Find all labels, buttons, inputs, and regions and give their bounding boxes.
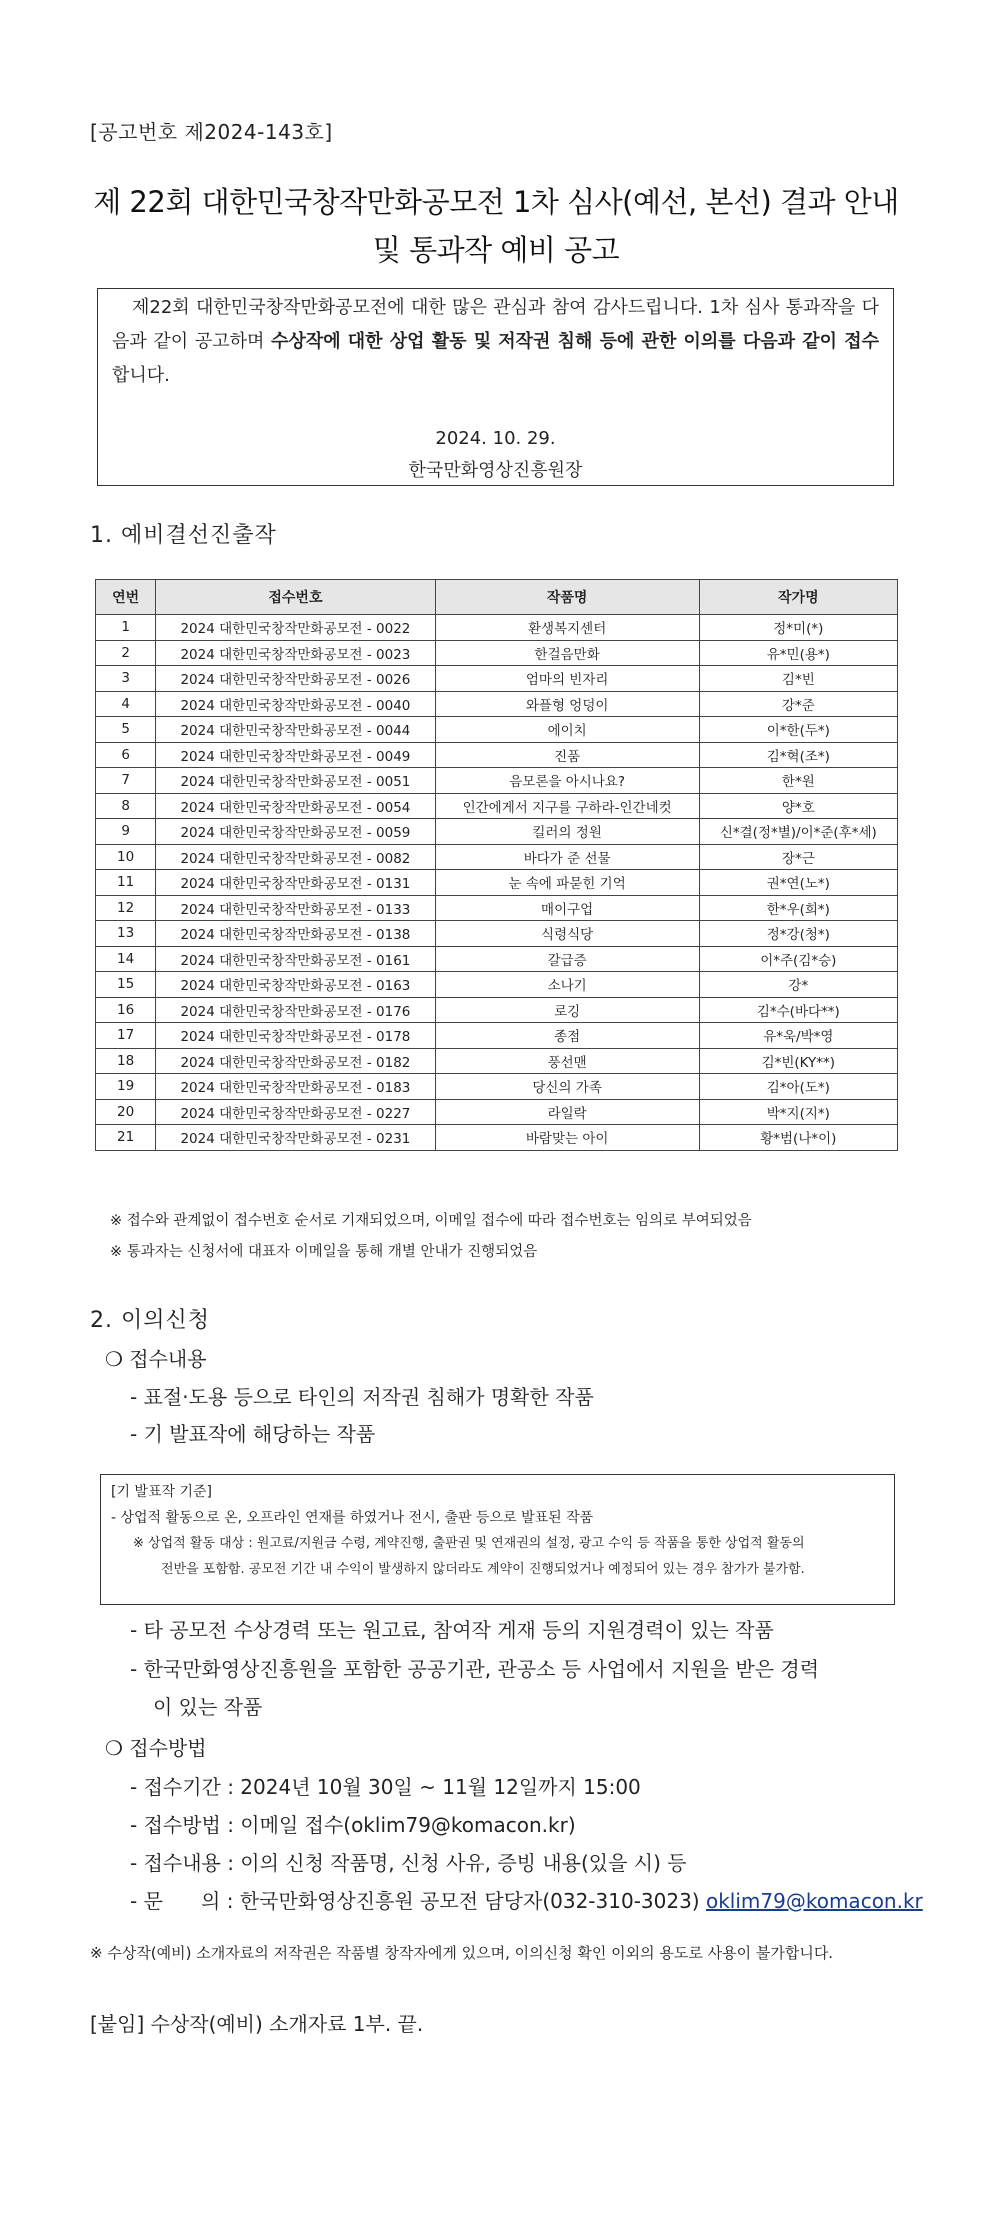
- criteria-line2: ※ 상업적 활동 대상 : 원고료/지원금 수령, 계약진행, 출판권 및 연재권의 설정, 광고 수익 등 작품을 통한 상업적 활동의: [133, 1536, 805, 1551]
- cell-author: 유*욱/박*영: [699, 1023, 897, 1049]
- table-row: [96, 997, 898, 1023]
- intro-text-part1: 제22회 대한민국창작만화공모전에 대한 많은 관심과 참여 감사드립니다. 1차 심사 통과작을 다음과 같이 공고하며: [112, 297, 879, 352]
- cell-receipt: 2024 대한민국창작만화공모전 - 0176: [156, 997, 435, 1023]
- cell-work-title: 바다가 준 선물: [435, 844, 699, 870]
- cell-receipt: 2024 대한민국창작만화공모전 - 0163: [156, 972, 435, 998]
- cell-work-title: 한걸음만화: [435, 640, 699, 666]
- table-note-1: ※ 접수와 관계없이 접수번호 순서로 기재되었으며, 이메일 접수에 따라 접수번호는 임의로 부여되었음: [110, 1213, 752, 1229]
- table-row: [96, 742, 898, 768]
- header-receipt: 접수번호: [156, 580, 435, 615]
- table-row: [96, 972, 898, 998]
- cell-receipt: 2024 대한민국창작만화공모전 - 0138: [156, 921, 435, 947]
- cell-receipt: 2024 대한민국창작만화공모전 - 0161: [156, 946, 435, 972]
- attachment-line: [붙임] 수상작(예비) 소개자료 1부. 끝.: [90, 2012, 424, 2036]
- cell-receipt: 2024 대한민국창작만화공모전 - 0044: [156, 717, 435, 743]
- cell-work-title: 음모론을 아시나요?: [435, 768, 699, 794]
- cell-work-title: 에이치: [435, 717, 699, 743]
- cell-receipt: 2024 대한민국창작만화공모전 - 0183: [156, 1074, 435, 1100]
- method-heading: ❍ 접수방법: [105, 1736, 207, 1760]
- cell-author: 김*아(도*): [699, 1074, 897, 1100]
- cell-number: 10: [96, 844, 156, 870]
- header-work-title: 작품명: [435, 580, 699, 615]
- criteria-line3: 전반을 포함함. 공모전 기간 내 수익이 발생하지 않더라도 계약이 진행되었거나 예정되어 있는 경우 참가가 불가함.: [161, 1562, 805, 1577]
- cell-number: 3: [96, 666, 156, 692]
- cell-author: 신*결(정*별)/이*준(후*세): [699, 819, 897, 845]
- cell-number: 4: [96, 691, 156, 717]
- method-item-inquiry: [130, 1885, 923, 1914]
- cell-number: 15: [96, 972, 156, 998]
- cell-receipt: 2024 대한민국창작만화공모전 - 0040: [156, 691, 435, 717]
- cell-work-title: 갈급증: [435, 946, 699, 972]
- table-row: [96, 1125, 898, 1151]
- cell-number: 11: [96, 870, 156, 896]
- table-header-row: [96, 580, 898, 615]
- intro-text: [112, 291, 879, 393]
- table-row: [96, 844, 898, 870]
- cell-receipt: 2024 대한민국창작만화공모전 - 0049: [156, 742, 435, 768]
- cell-work-title: 풍선맨: [435, 1048, 699, 1074]
- cell-work-title: 종점: [435, 1023, 699, 1049]
- cell-work-title: 환생복지센터: [435, 615, 699, 641]
- table-note-2: ※ 통과자는 신청서에 대표자 이메일을 통해 개별 안내가 진행되었음: [110, 1244, 538, 1260]
- cell-author: 정*미(*): [699, 615, 897, 641]
- table-row: [96, 1074, 898, 1100]
- cell-author: 강*: [699, 972, 897, 998]
- table-row: [96, 1048, 898, 1074]
- finalists-table: [95, 579, 898, 1151]
- table-row: [96, 640, 898, 666]
- page-title-line1: 제 22회 대한민국창작만화공모전 1차 심사(예선, 본선) 결과 안내: [93, 185, 899, 219]
- table-row: [96, 793, 898, 819]
- cell-number: 21: [96, 1125, 156, 1151]
- cell-receipt: 2024 대한민국창작만화공모전 - 0054: [156, 793, 435, 819]
- section2-title: 2. 이의신청: [90, 1308, 210, 1333]
- cell-number: 17: [96, 1023, 156, 1049]
- table-row: [96, 717, 898, 743]
- cell-receipt: 2024 대한민국창작만화공모전 - 0227: [156, 1099, 435, 1125]
- cell-author: 황*범(나*이): [699, 1125, 897, 1151]
- cell-work-title: 와플형 엉덩이: [435, 691, 699, 717]
- cell-receipt: 2024 대한민국창작만화공모전 - 0059: [156, 819, 435, 845]
- cell-number: 20: [96, 1099, 156, 1125]
- cell-receipt: 2024 대한민국창작만화공모전 - 0022: [156, 615, 435, 641]
- content-item-4-cont: 이 있는 작품: [153, 1695, 263, 1719]
- cell-number: 12: [96, 895, 156, 921]
- content-heading: ❍ 접수내용: [105, 1347, 207, 1371]
- cell-number: 16: [96, 997, 156, 1023]
- cell-author: 이*한(두*): [699, 717, 897, 743]
- cell-receipt: 2024 대한민국창작만화공모전 - 0051: [156, 768, 435, 794]
- intro-text-part2: 합니다.: [112, 365, 170, 386]
- cell-author: 양*호: [699, 793, 897, 819]
- cell-author: 권*연(노*): [699, 870, 897, 896]
- cell-work-title: 매이구업: [435, 895, 699, 921]
- method-item-period: - 접수기간 : 2024년 10월 30일 ~ 11월 12일까지 15:00: [130, 1775, 641, 1799]
- cell-number: 9: [96, 819, 156, 845]
- cell-author: 김*수(바다**): [699, 997, 897, 1023]
- notice-number: [공고번호 제2024-143호]: [90, 120, 333, 144]
- cell-work-title: 인간에게서 지구를 구하라-인간네컷: [435, 793, 699, 819]
- content-item-4: - 한국만화영상진흥원을 포함한 공공기관, 관공소 등 사업에서 지원을 받은 경력: [130, 1657, 820, 1681]
- criteria-title: [기 발표작 기준]: [111, 1484, 212, 1500]
- cell-author: 장*근: [699, 844, 897, 870]
- cell-author: 김*혁(조*): [699, 742, 897, 768]
- table-row: [96, 819, 898, 845]
- cell-work-title: 식령식당: [435, 921, 699, 947]
- cell-number: 8: [96, 793, 156, 819]
- cell-number: 7: [96, 768, 156, 794]
- cell-receipt: 2024 대한민국창작만화공모전 - 0178: [156, 1023, 435, 1049]
- cell-work-title: 당신의 가족: [435, 1074, 699, 1100]
- table-row: [96, 691, 898, 717]
- cell-number: 18: [96, 1048, 156, 1074]
- intro-text-bold: 수상작에 대한 상업 활동 및 저작권 침해 등에 관한 이의를 다음과 같이 접수: [271, 331, 879, 352]
- cell-author: 김*빈: [699, 666, 897, 692]
- cell-work-title: 바람맞는 아이: [435, 1125, 699, 1151]
- table-row: [96, 1099, 898, 1125]
- cell-author: 정*강(청*): [699, 921, 897, 947]
- cell-receipt: 2024 대한민국창작만화공모전 - 0082: [156, 844, 435, 870]
- cell-number: 14: [96, 946, 156, 972]
- cell-work-title: 눈 속에 파묻힌 기억: [435, 870, 699, 896]
- cell-receipt: 2024 대한민국창작만화공모전 - 0131: [156, 870, 435, 896]
- cell-work-title: 킬러의 정원: [435, 819, 699, 845]
- intro-date: 2024. 10. 29.: [435, 428, 556, 449]
- intro-org: 한국만화영상진흥원장: [408, 460, 583, 481]
- cell-author: 유*민(용*): [699, 640, 897, 666]
- cell-receipt: 2024 대한민국창작만화공모전 - 0182: [156, 1048, 435, 1074]
- content-item-2: - 기 발표작에 해당하는 작품: [130, 1422, 376, 1446]
- inquiry-text: - 문 의 : 한국만화영상진흥원 공모전 담당자(032-310-3023): [130, 1889, 706, 1913]
- table-row: [96, 768, 898, 794]
- cell-receipt: 2024 대한민국창작만화공모전 - 0133: [156, 895, 435, 921]
- table-body: [96, 615, 898, 1151]
- cell-author: 박*지(지*): [699, 1099, 897, 1125]
- criteria-line1: - 상업적 활동으로 온, 오프라인 연재를 하였거나 전시, 출판 등으로 발표된 작품: [111, 1510, 594, 1526]
- inquiry-email-link[interactable]: oklim79@komacon.kr: [705, 1889, 923, 1913]
- header-number: 연번: [96, 580, 156, 615]
- cell-work-title: 엄마의 빈자리: [435, 666, 699, 692]
- cell-work-title: 라일락: [435, 1099, 699, 1125]
- criteria-box: [100, 1474, 895, 1605]
- cell-work-title: 소나기: [435, 972, 699, 998]
- cell-receipt: 2024 대한민국창작만화공모전 - 0231: [156, 1125, 435, 1151]
- content-item-1: - 표절·도용 등으로 타인의 저작권 침해가 명확한 작품: [130, 1385, 594, 1409]
- table-row: [96, 921, 898, 947]
- cell-work-title: 로깅: [435, 997, 699, 1023]
- cell-author: 강*준: [699, 691, 897, 717]
- table-row: [96, 895, 898, 921]
- content-item-3: - 타 공모전 수상경력 또는 원고료, 참여작 게재 등의 지원경력이 있는 작품: [130, 1618, 774, 1642]
- method-item-content: - 접수내용 : 이의 신청 작품명, 신청 사유, 증빙 내용(있을 시) 등: [130, 1851, 687, 1875]
- table-row: [96, 615, 898, 641]
- cell-work-title: 진품: [435, 742, 699, 768]
- cell-author: 김*빈(KY**): [699, 1048, 897, 1074]
- page-title-line2: 및 통과작 예비 공고: [372, 233, 620, 267]
- cell-number: 19: [96, 1074, 156, 1100]
- cell-author: 이*주(김*승): [699, 946, 897, 972]
- intro-box: [97, 288, 894, 486]
- cell-receipt: 2024 대한민국창작만화공모전 - 0026: [156, 666, 435, 692]
- method-item-way: - 접수방법 : 이메일 접수(oklim79@komacon.kr): [130, 1813, 576, 1837]
- table-row: [96, 666, 898, 692]
- cell-number: 6: [96, 742, 156, 768]
- cell-number: 13: [96, 921, 156, 947]
- copyright-note: ※ 수상작(예비) 소개자료의 저작권은 작품별 창작자에게 있으며, 이의신청 확인 이외의 용도로 사용이 불가합니다.: [90, 1944, 834, 1962]
- cell-receipt: 2024 대한민국창작만화공모전 - 0023: [156, 640, 435, 666]
- cell-author: 한*원: [699, 768, 897, 794]
- cell-author: 한*우(희*): [699, 895, 897, 921]
- section1-title: 1. 예비결선진출작: [90, 523, 277, 548]
- cell-number: 1: [96, 615, 156, 641]
- cell-number: 2: [96, 640, 156, 666]
- table-row: [96, 870, 898, 896]
- table-row: [96, 1023, 898, 1049]
- cell-number: 5: [96, 717, 156, 743]
- header-author: 작가명: [699, 580, 897, 615]
- table-row: [96, 946, 898, 972]
